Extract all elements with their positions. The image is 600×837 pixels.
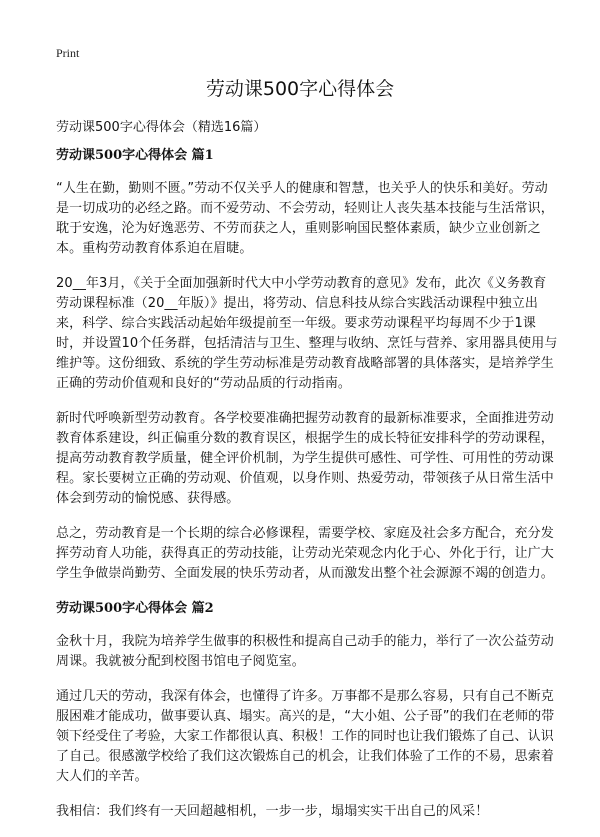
print-link[interactable]: Print bbox=[56, 46, 80, 60]
article-subtitle: 劳动课500字心得体会（精选16篇） bbox=[56, 120, 267, 135]
paragraph: 通过几天的劳动，我深有体会，也懂得了许多。万事都不是那么容易，只有自己不断克服困难才能成功，做事要认真、塌实。高兴的是，“大小姐、公子哥”的我们在老师的带领下经受住了考验，大家工作都很认真、积极！工作的同时也让我们锻炼了自己、认识了自己。很感激学校给了我们这次锻炼自己的机会，让我们体验了工作的不易，思索着大人们的辛苦。 bbox=[56, 689, 555, 784]
section-heading: 劳动课500字心得体会 篇2 bbox=[56, 601, 214, 616]
paragraph: 新时代呼唤新型劳动教育。各学校要准确把握劳动教育的最新标准要求，全面推进劳动教育体系建设，纠正偏重分数的教育误区，根据学生的成长特征安排科学的劳动课程，提高劳动教育教学质量，健全评价机制，为学生提供可感性、可学性、可用性的劳动课程。家长要树立正确的劳动观、价值观，以身作则、热爱劳动，带领孩子从日常生活中体会到劳动的愉悦感、获得感。 bbox=[56, 411, 554, 506]
paragraph: 我相信：我们终有一天回超越相机，一步一步，塌塌实实干出自己的风采！ bbox=[56, 804, 489, 819]
section-heading: 劳动课500字心得体会 篇1 bbox=[56, 148, 214, 163]
page-title: 劳动课500字心得体会 bbox=[205, 78, 395, 100]
paragraph: 金秋十月，我院为培养学生做事的积极性和提高自己动手的能力，举行了一次公益劳动周课。我就被分配到校图书馆电子阅览室。 bbox=[56, 634, 554, 669]
article-body bbox=[56, 118, 558, 837]
paragraph: 总之，劳动教育是一个长期的综合必修课程，需要学校、家庭及社会多方配合，充分发挥劳动育人功能，获得真正的劳动技能，让劳动光荣观念内化于心、外化于行，让广大学生争做崇尚勤劳、全面发展的快乐劳动者，从而激发出整个社会源源不竭的创造力。 bbox=[56, 526, 554, 581]
paragraph: “人生在勤，勤则不匮。”劳动不仅关乎人的健康和智慧，也关乎人的快乐和美好。劳动是一切成功的必经之路。而不爱劳动、不会劳动，轻则让人丧失基本技能与生活常识，耽于安逸，沦为好逸恶劳、不劳而获之人，重则影响国民整体素质，缺少立业创新之本。重构劳动教育体系迫在眉睫。 bbox=[56, 181, 554, 256]
section-2 bbox=[56, 599, 558, 822]
section-1 bbox=[56, 146, 558, 584]
paragraph: 20__年3月，《关于全面加强新时代大中小学劳动教育的意见》发布，此次《义务教育劳动课程标准（20__年版）》提出，将劳动、信息科技从综合实践活动课程中独立出来，科学、综合实践活动起始年级提前至一年级。要求劳动课程平均每周不少于1课时，并设置10个任务群，包括清洁与卫生、整理与收纳、烹饪与营养、家用器具使用与维护等。这份细致、系统的学生劳动标准是劳动教育战略部署的具体落实，是培养学生正确的劳动价值观和良好的“劳动品质的行动指南。 bbox=[56, 276, 558, 391]
